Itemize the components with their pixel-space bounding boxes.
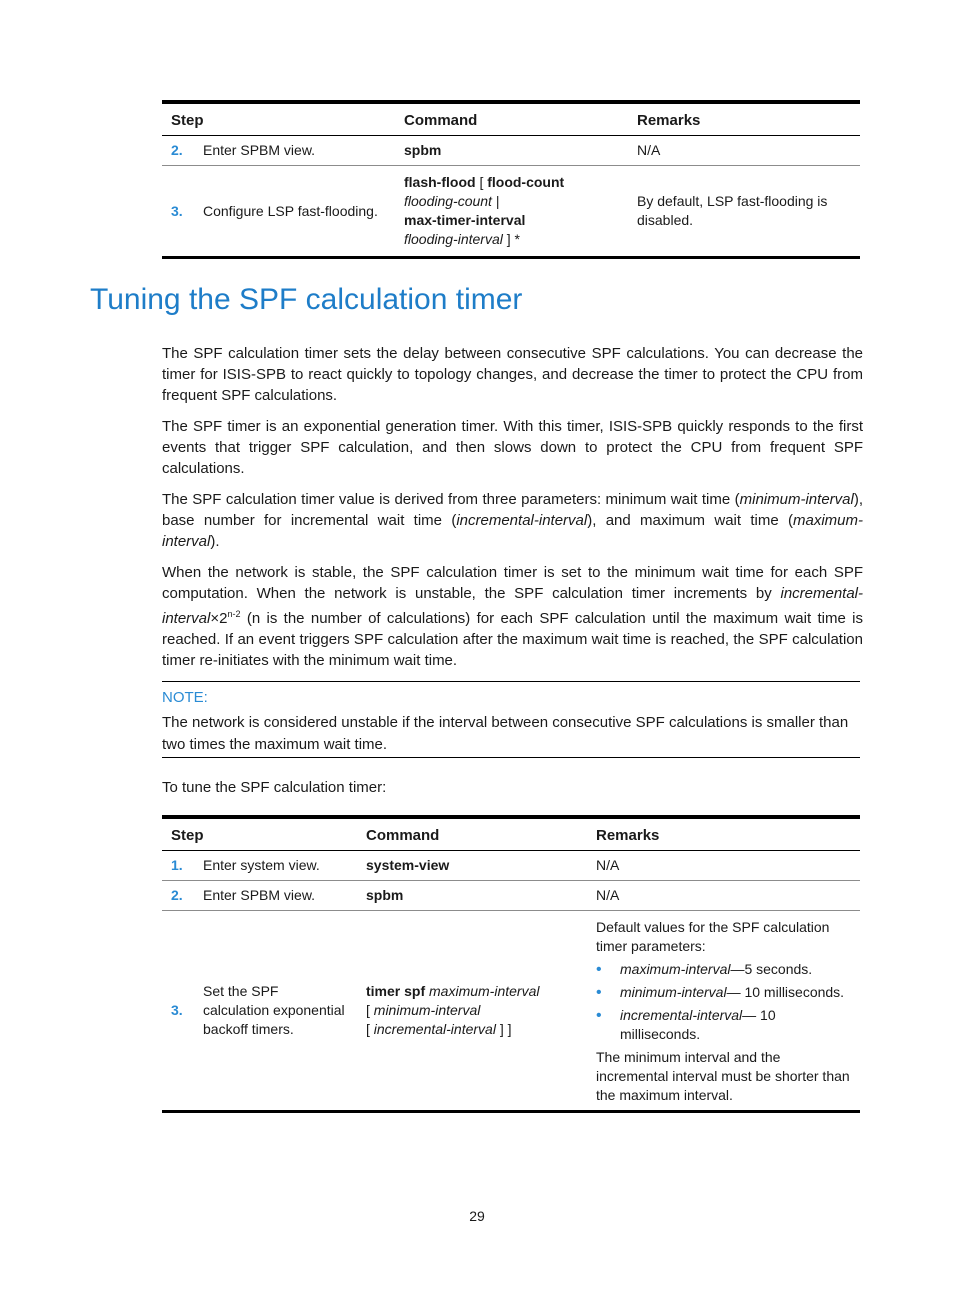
step-text: Enter system view. (203, 857, 320, 873)
table-row (162, 881, 860, 911)
step-number: 3. (171, 202, 183, 219)
col-remarks: Remarks (587, 817, 860, 851)
col-command: Command (357, 817, 587, 851)
remarks-intro: Default values for the SPF calculation timer parameters: (596, 919, 830, 954)
paragraph: The SPF calculation timer value is derived from three parameters: minimum wait time (minimum-interval), base number for incremental wait time (incremental-interval), and maximum wait time (maximum-interval). (162, 491, 863, 550)
command-text: flash-flood [ flood-count flooding-count | max-timer-interval flooding-interval ] * (395, 166, 628, 258)
table-row (162, 136, 860, 166)
col-step: Step (162, 102, 395, 136)
command-text: timer spf maximum-interval [ minimum-interval [ incremental-interval ] ] (357, 911, 587, 1112)
step-text: Configure LSP fast-flooding. (203, 202, 378, 219)
paragraph: The SPF timer is an exponential generation timer. With this timer, ISIS-SPB quickly responds to the first events that trigger SPF calculation, and then slows down to protect the CPU from frequent SPF calculations. (162, 418, 863, 477)
note-box (162, 681, 860, 758)
step-number: 3. (171, 1002, 183, 1018)
step-number: 2. (171, 887, 183, 903)
step-number: 2. (171, 142, 183, 158)
table-row (162, 851, 860, 881)
remarks-text: N/A (587, 851, 860, 881)
remarks-text: N/A (628, 136, 860, 166)
paragraph: The SPF calculation timer sets the delay between consecutive SPF calculations. You can decrease the timer for ISIS-SPB to react quickly to topology changes, and decrease the timer to protect the CPU from frequent SPF calculations. (162, 345, 863, 404)
section-title: Tuning the SPF calculation timer (90, 283, 523, 316)
command-text: spbm (404, 142, 442, 158)
defaults-list (596, 960, 851, 1044)
step-number: 1. (171, 857, 183, 873)
remarks-outro: The minimum interval and the incremental interval must be shorter than the maximum interval. (596, 1049, 850, 1103)
table-spf-timer (162, 815, 860, 1113)
step-text: Set the SPF calculation exponential backoff timers. (203, 983, 345, 1037)
page-number: 29 (469, 1208, 485, 1224)
list-item: • maximum-interval—5 seconds. (596, 960, 851, 979)
step-text: Enter SPBM view. (203, 142, 316, 158)
col-remarks: Remarks (628, 102, 860, 136)
col-command: Command (395, 102, 628, 136)
note-title: NOTE: (162, 689, 208, 706)
remarks-text (587, 911, 860, 1112)
body-text (162, 343, 863, 681)
table-row (162, 911, 860, 1112)
lead-text: To tune the SPF calculation timer: (162, 779, 387, 796)
note-text: The network is considered unstable if the interval between consecutive SPF calculations is smaller than two times the maximum wait time. (162, 714, 849, 753)
remarks-text: By default, LSP fast-flooding is disabled. (628, 166, 860, 258)
list-item: • minimum-interval— 10 milliseconds. (596, 983, 851, 1002)
table-lsp-fast-flooding (162, 100, 860, 259)
command-text: spbm (366, 887, 404, 903)
col-step: Step (162, 817, 357, 851)
command-text: system-view (366, 857, 450, 873)
step-text: Enter SPBM view. (203, 887, 316, 903)
table-row (162, 166, 860, 258)
paragraph: When the network is stable, the SPF calculation timer is set to the minimum wait time for each SPF computation. When the network is unstable, the SPF calculation timer increments by incremental-$interval\times 2^{n-2}$ (n is the number of calculations) for each SPF calculation until the maximum wait time is reached. If an event triggers SPF calculation after the maximum wait time is reached, the SPF calculation timer re-initiates with the minimum wait time. (162, 564, 864, 669)
remarks-text: N/A (587, 881, 860, 911)
list-item: • incremental-interval— 10 milliseconds. (596, 1006, 790, 1044)
